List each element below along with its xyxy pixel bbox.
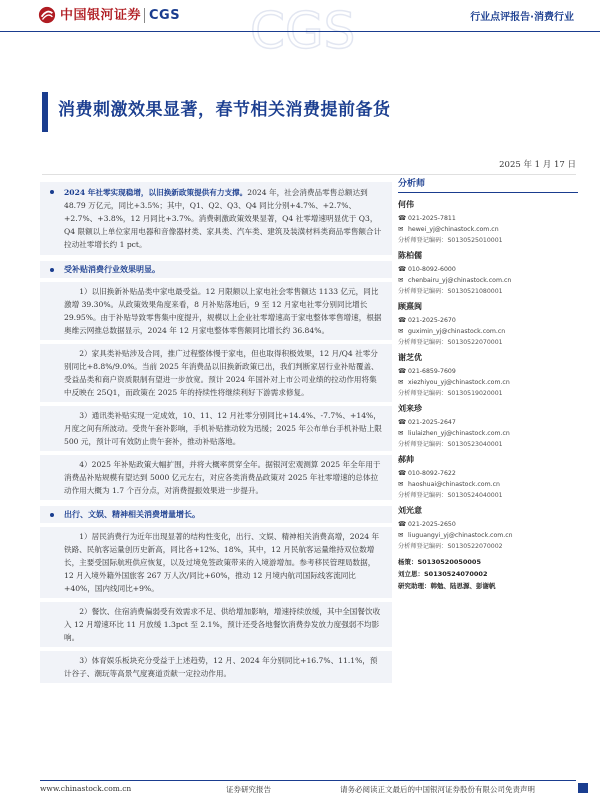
- analyst-registration: 分析师登记编码：S0130524040001: [398, 492, 503, 499]
- extra-credit-line: 刘立思：S0130524070002: [398, 570, 488, 578]
- section-heading: 出行、文娱、精神相关消费增量增长。: [40, 506, 392, 523]
- analyst-name: 何伟: [398, 200, 414, 209]
- email-icon: ✉: [398, 327, 404, 335]
- sidebar-title: 分析师: [398, 176, 578, 193]
- analyst-phone: ☎ 021-2025-7811: [398, 214, 456, 222]
- analyst-name: 刘光意: [398, 506, 422, 515]
- analyst-email[interactable]: ✉ liulaizhen_yj@chinastock.com.cn: [398, 429, 510, 437]
- analyst-card: [398, 250, 578, 297]
- email-icon: ✉: [398, 378, 404, 386]
- body-paragraph: 2）家具类补贴涉及合同，推广过程整体慢于家电，但也取得积极效果，12 月/Q4 社零分别同比+8.8%/9.0%。当前 2025 年消费品以旧换新政策已出，我们判断家居行业补贴覆盖、受益品类和商户资质限制有望进一步放宽。预计 2024 年国补对上市公司业绩的拉动作用将集中反映在 25Q1，而政策在 2025 年的持续性将继续利好下游需求修复。: [40, 344, 392, 402]
- analyst-registration: 分析师登记编码：S0130523040001: [398, 441, 503, 448]
- analyst-registration: 分析师登记编码：S0130522070002: [398, 543, 503, 550]
- bullet-icon: [50, 190, 54, 194]
- analyst-card: [398, 454, 578, 501]
- title-accent-bar: [42, 92, 48, 132]
- analyst-name: 陈柏儒: [398, 251, 422, 260]
- analyst-registration: 分析师登记编码：S0130522070001: [398, 339, 503, 346]
- email-icon: ✉: [398, 531, 404, 539]
- phone-icon: ☎: [398, 214, 407, 222]
- analyst-name: 顾熹闽: [398, 302, 422, 311]
- bullet-icon: [50, 268, 54, 272]
- page-footer: [40, 780, 576, 794]
- phone-icon: ☎: [398, 316, 407, 324]
- email-icon: ✉: [398, 276, 404, 284]
- summary-text: 2024 年，社会消费品零售总额达到 48.79 万亿元，同比+3.5%；其中，Q1、Q2、Q3、Q4 同比分别+4.7%、+2.7%、+2.7%、+3.8%，12 月同比+3.7%。消费刺激政策效果显著，Q4 社零增速明显优于 Q3，Q4 限额以上单位家用电器和音像器材类、家具类、汽车类、建筑及装潢材料类商品零售额合计拉动社零增长约 1 pct。: [64, 188, 382, 249]
- report-type-label: 行业点评报告·消费行业: [470, 12, 574, 23]
- page-marker: [578, 783, 588, 793]
- phone-icon: ☎: [398, 418, 407, 426]
- logo-abbr: CGS: [144, 8, 180, 23]
- analyst-phone: ☎ 021-2025-2650: [398, 520, 456, 528]
- analyst-email[interactable]: ✉ haoshuai@chinastock.com.cn: [398, 480, 500, 488]
- body-paragraph: 2）餐饮、住宿消费偏弱受有效需求不足、供给增加影响，增速持续放缓，其中全国餐饮收入 12 月增速环比 11 月放缓 1.3pct 至 2.1%，预计还受各地餐饮消费券发放力度强弱不均影响。: [40, 602, 392, 647]
- page-title: 消费刺激效果显著，春节相关消费提前备货: [58, 100, 391, 120]
- analyst-name: 郝帅: [398, 455, 414, 464]
- svg-text:CGS: CGS: [250, 2, 356, 60]
- footer-doc-type: 证券研究报告: [226, 785, 271, 794]
- section-heading: 受补贴消费行业效果明显。: [40, 261, 392, 278]
- body-paragraph: 3）通讯类补贴实现一定成效，10、11、12 月社零分别同比+14.4%、-7.7%、+14%，月度之间有所波动。受贵午套补影响，手机补贴推动较为迅缓；2025 年公布单台手机补贴上限 500 元，预计可有效防止贵午套补，推动补贴落地。: [40, 406, 392, 451]
- analyst-phone: ☎ 010-8092-7622: [398, 469, 456, 477]
- body-paragraph: 1）居民消费行为近年出现显著的结构性变化，出行、文娱、精神相关消费高增，2024 年铁路、民航客运量创历史新高，同比各+12%、18%，其中，12 月民航客运量维持双位数增长，主要受国际航班供应恢复，以及过境免签政策带来的入境游增加。参考移民管理局数据，12 月入境外籍外国旅客 267 万人次/同比+60%，推动 12 月境内航司国际线客流同比+40%，国内线同比+9%。: [40, 527, 392, 598]
- analyst-email[interactable]: ✉ liuguangyi_yj@chinastock.com.cn: [398, 531, 513, 539]
- analyst-email[interactable]: ✉ hewei_yj@chinastock.com.cn: [398, 225, 499, 233]
- summary-paragraph: [40, 182, 392, 255]
- bullet-icon: [50, 513, 54, 517]
- extra-credit-line: 杨策：S0130520050005: [398, 558, 481, 566]
- phone-icon: ☎: [398, 367, 407, 375]
- footer-website-link[interactable]: www.chinastock.com.cn: [40, 784, 132, 793]
- title-divider: [42, 174, 576, 175]
- analyst-email[interactable]: ✉ chenbairu_yj@chinastock.com.cn: [398, 276, 512, 284]
- analyst-card: [398, 352, 578, 399]
- analyst-phone: ☎ 021-2025-2647: [398, 418, 456, 426]
- analyst-name: 谢芝优: [398, 353, 422, 362]
- analyst-card: [398, 403, 578, 450]
- report-date: 2025 年 1 月 17 日: [499, 160, 576, 170]
- analyst-sidebar: [398, 176, 578, 592]
- cgs-logo-icon: [38, 6, 56, 24]
- analyst-registration: 分析师登记编码：S0130519020001: [398, 390, 503, 397]
- body-paragraph: 4）2025 年补贴政策大幅扩围，并将大概率贯穿全年。据银河宏观测算 2025 年全年用于消费品补贴规模有望达到 5000 亿元左右，对应各类消费品政策对 2025 年社零增速的总体拉动作用大概为 1.7 个百分点，对消费提振效果进一步提升。: [40, 455, 392, 500]
- watermark-logo-icon: [240, 0, 360, 60]
- analyst-phone: ☎ 010-8092-6000: [398, 265, 456, 273]
- body-paragraph: 3）体育娱乐板块充分受益于上述趋势，12 月、2024 年分别同比+16.7%、11.1%，预计谷子、潮玩等高景气度赛道贡献一定拉动作用。: [40, 651, 392, 683]
- analyst-registration: 分析师登记编码：S0130525010001: [398, 237, 503, 244]
- analyst-card: [398, 505, 578, 552]
- phone-icon: ☎: [398, 520, 407, 528]
- analyst-phone: ☎ 021-2025-2670: [398, 316, 456, 324]
- body-paragraph: 1）以旧换新补贴品类中家电最受益。12 月限额以上家电社会零售额达 1133 亿元，同比激增 39.30%。从政策效果角度来看，8 月补贴落地后，9 至 12 月家电社零分别同比增长 29.95%。由于补贴导致零售集中度提升，规模以上企业社零增速高于家电整体零售增速，根据奥维云网推总数据显示，2024 年 12 月家电整体零售额同比增长约 36.84%。: [40, 282, 392, 340]
- research-assistants: 研究助理：韩勉、陆思源、彭谢帆: [398, 582, 496, 590]
- analyst-name: 刘来珍: [398, 404, 422, 413]
- email-icon: ✉: [398, 429, 404, 437]
- main-content: [40, 182, 392, 687]
- logo-text: 中国银河证券 CGS: [60, 8, 181, 23]
- analyst-email[interactable]: ✉ xiezhiyou_yj@chinastock.com.cn: [398, 378, 510, 386]
- analyst-phone: ☎ 021-6859-7609: [398, 367, 456, 375]
- email-icon: ✉: [398, 225, 404, 233]
- email-icon: ✉: [398, 480, 404, 488]
- summary-lead: 2024 年社零实现稳增，以旧换新政策提供有力支撑。: [64, 188, 248, 197]
- phone-icon: ☎: [398, 265, 407, 273]
- analyst-registration: 分析师登记编码：S0130521080001: [398, 288, 503, 295]
- phone-icon: ☎: [398, 469, 407, 477]
- footer-disclaimer: 请务必阅读正文最后的中国银河证券股份有限公司免责声明: [340, 785, 535, 794]
- analyst-email[interactable]: ✉ guximin_yj@chinastock.com.cn: [398, 327, 506, 335]
- analyst-card: [398, 199, 578, 246]
- analyst-card: [398, 301, 578, 348]
